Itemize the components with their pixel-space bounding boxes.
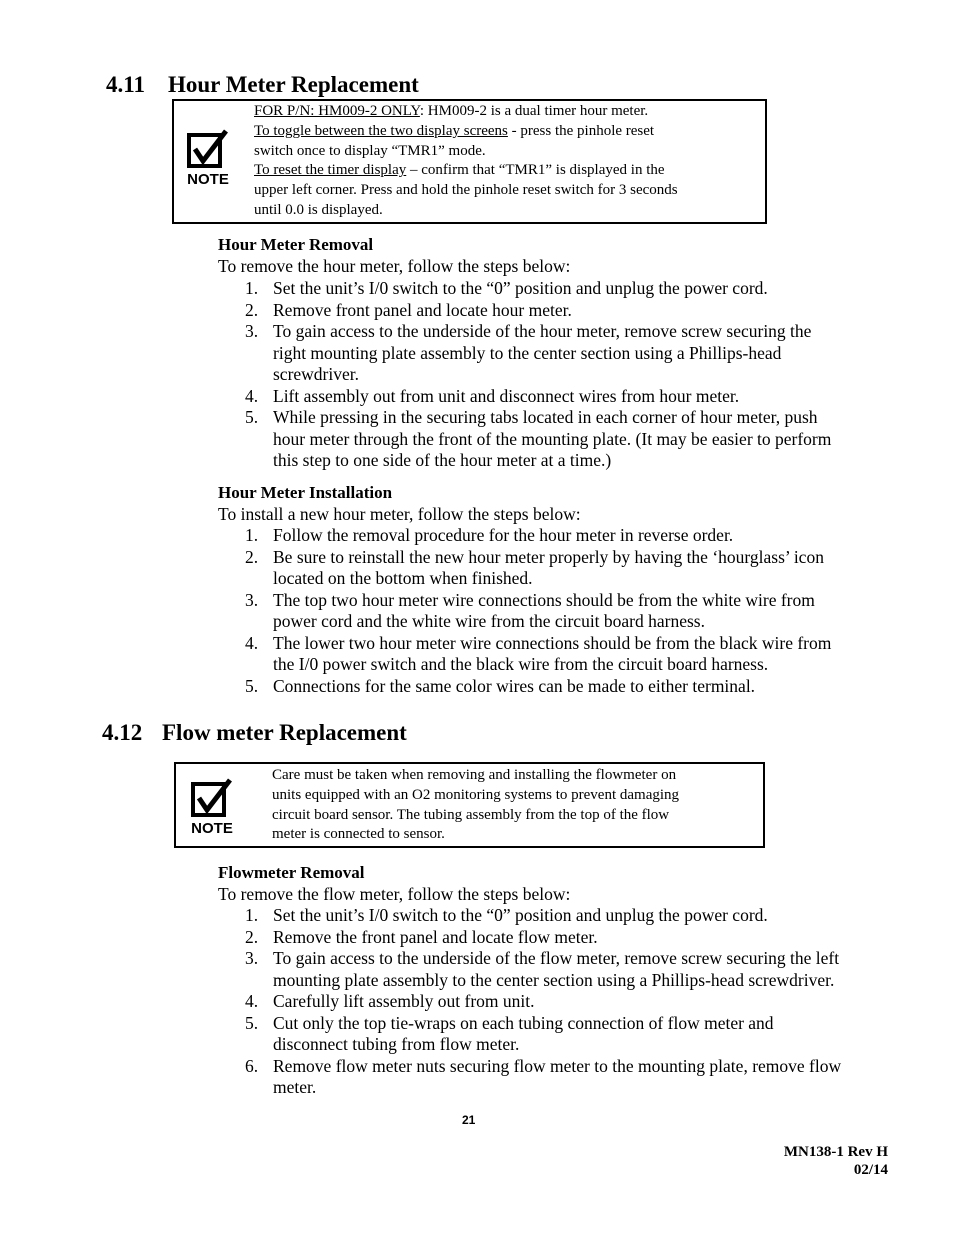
step-item (218, 321, 831, 386)
step-item (218, 386, 831, 408)
note-text: FOR P/N: HM009-2 ONLY: HM009-2 is a dual timer hour meter. To toggle between the two display screens - press the pinhole reset switch once to display “TMR1” mode. To reset the timer display – confirm that “TMR1” is displayed in the upper left corner. Press and hold the pinhole reset switch for 3 seconds until 0.0 is displayed. (254, 103, 678, 218)
step-item (218, 407, 831, 472)
step-number: 5. (245, 1012, 259, 1033)
section-number: 4.12 (102, 720, 143, 745)
step-text-line: Remove front panel and locate hour meter. (273, 299, 572, 320)
flowmeter-removal-intro: To remove the flow meter, follow the steps below: (218, 884, 571, 904)
step-item (218, 590, 831, 633)
step-item (218, 905, 841, 927)
step-text-line: Set the unit’s I/0 switch to the “0” position and unplug the power cord. (273, 905, 768, 925)
step-text-line: Connections for the same color wires can be made to either terminal. (273, 675, 756, 696)
note-checkbox-icon (188, 776, 244, 836)
section-4-12-heading (102, 719, 407, 747)
step-item (218, 547, 831, 590)
flowmeter-removal-steps (218, 905, 841, 1099)
step-item (218, 991, 841, 1013)
step-text-line: Follow the removal procedure for the hour meter in reverse order. (273, 525, 734, 545)
step-text-line: To gain access to the underside of the hour meter, remove screw securing the (273, 321, 812, 341)
hour-meter-removal-steps (218, 278, 831, 472)
step-text-line: To gain access to the underside of the flow meter, remove screw securing the left (273, 948, 840, 968)
hour-meter-installation-heading: Hour Meter Installation (218, 483, 393, 502)
step-item (218, 633, 831, 676)
hour-meter-removal-heading: Hour Meter Removal (218, 235, 374, 254)
step-text-line: Be sure to reinstall the new hour meter properly by having the ‘hourglass’ icon (273, 546, 824, 567)
page-number: 21 (462, 1113, 476, 1127)
step-text-line: Set the unit’s I/0 switch to the “0” position and unplug the power cord. (273, 278, 768, 298)
step-text-line: Cut only the top tie-wraps on each tubing connection of flow meter and (273, 1012, 774, 1033)
flowmeter-removal-heading: Flowmeter Removal (218, 863, 365, 882)
note-text: Care must be taken when removing and installing the flowmeter on units equipped with an O2 monitoring systems to prevent damaging circuit board sensor. The tubing assembly from the top of the flow meter is connected to sensor. (272, 767, 680, 843)
step-text-line: Remove flow meter nuts securing flow meter to the mounting plate, remove flow (273, 1055, 842, 1076)
step-number: 2. (245, 546, 259, 567)
step-text-line: The top two hour meter wire connections should be from the white wire from (273, 589, 815, 610)
step-item (218, 948, 841, 991)
revision-date: 02/14 (853, 1162, 888, 1178)
section-4-11-heading (106, 71, 419, 99)
step-text-line: screwdriver. (273, 364, 360, 384)
step-text-line: meter. (273, 1077, 317, 1097)
step-number: 1. (245, 525, 259, 545)
note-box-flow-meter (174, 762, 765, 848)
note-box-hour-meter (172, 99, 767, 224)
document-id: MN138-1 Rev H (783, 1144, 888, 1160)
note-checkbox-icon (184, 127, 240, 187)
step-number: 1. (245, 905, 259, 925)
step-number: 1. (245, 278, 259, 298)
step-text-line: The lower two hour meter wire connections should be from the black wire from (273, 632, 832, 653)
step-number: 2. (245, 926, 259, 947)
step-number: 2. (245, 299, 259, 320)
step-text-line: disconnect tubing from flow meter. (273, 1034, 520, 1054)
step-number: 6. (245, 1055, 259, 1076)
section-title: Hour Meter Replacement (168, 72, 419, 97)
step-number: 5. (245, 675, 259, 696)
step-number: 3. (245, 948, 259, 968)
step-text-line: mounting plate assembly to the center section using a Phillips-head screwdriver. (273, 969, 835, 990)
step-number: 4. (245, 991, 259, 1011)
hour-meter-installation-intro: To install a new hour meter, follow the steps below: (218, 504, 581, 524)
step-item (218, 278, 831, 300)
step-item (218, 1013, 841, 1056)
step-text-line: hour meter through the front of the mounting plate. (It may be easier to perform (273, 428, 832, 449)
step-text-line: Remove the front panel and locate flow meter. (273, 926, 598, 947)
step-text-line: Carefully lift assembly out from unit. (273, 991, 535, 1011)
step-item (218, 676, 831, 698)
step-item (218, 525, 831, 547)
step-text-line: Lift assembly out from unit and disconnect wires from hour meter. (273, 385, 740, 406)
step-number: 5. (245, 407, 259, 427)
step-item (218, 300, 831, 322)
step-number: 4. (245, 385, 259, 406)
step-number: 4. (245, 632, 259, 653)
note-icon-label: NOTE (187, 171, 229, 187)
step-item (218, 1056, 841, 1099)
step-number: 3. (245, 589, 259, 610)
hour-meter-removal-intro: To remove the hour meter, follow the steps below: (218, 256, 571, 276)
step-text-line: While pressing in the securing tabs located in each corner of hour meter, push (273, 407, 818, 427)
step-number: 3. (245, 321, 259, 341)
step-text-line: this step to one side of the hour meter at a time.) (273, 450, 612, 470)
hour-meter-installation-steps (218, 525, 831, 697)
section-number: 4.11 (106, 72, 145, 97)
step-text-line: right mounting plate assembly to the center section using a Phillips-head (273, 342, 782, 363)
step-text-line: the I/0 power switch and the black wire from the circuit board harness. (273, 654, 769, 674)
step-item (218, 927, 841, 949)
note-icon-label: NOTE (191, 820, 233, 836)
step-text-line: power cord and the white wire from the circuit board harness. (273, 611, 705, 631)
section-title: Flow meter Replacement (162, 720, 407, 745)
step-text-line: located on the bottom when finished. (273, 568, 533, 588)
